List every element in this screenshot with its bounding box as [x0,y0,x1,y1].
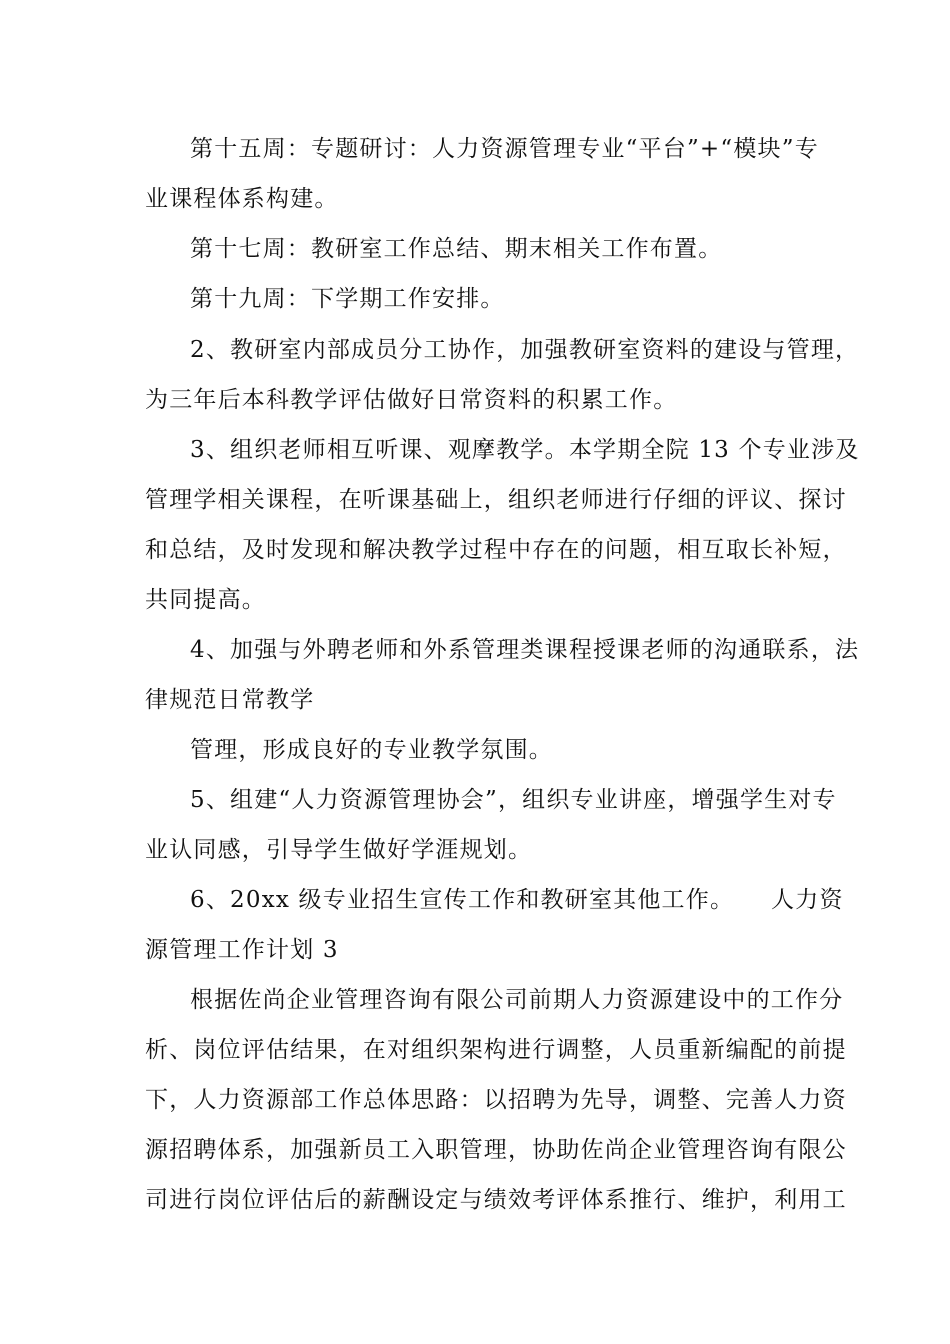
text-line: 共同提高。 [145,587,266,613]
text-line: 5、组建“人力资源管理协会”，组织专业讲座，增强学生对专 [190,787,837,813]
text-line: 和总结，及时发现和解决教学过程中存在的问题，相互取长补短， [145,537,847,563]
text-line: 第十五周：专题研讨：人力资源管理专业“平台”+“模块”专 [190,136,819,162]
text-line: 析、岗位评估结果，在对组织架构进行调整，人员重新编配的前提 [145,1037,847,1063]
text-line: 根据佐尚企业管理咨询有限公司前期人力资源建设中的工作分 [190,987,844,1013]
text-line: 源招聘体系，加强新员工入职管理，协助佐尚企业管理咨询有限公 [145,1137,847,1163]
text-line: 下，人力资源部工作总体思路：以招聘为先导，调整、完善人力资 [145,1087,847,1113]
text-line: 业课程体系构建。 [145,186,339,212]
text-line: 司进行岗位评估后的薪酬设定与绩效考评体系推行、维护，利用工 [145,1187,847,1213]
text-line: 6、20xx 级专业招生宣传工作和教研室其他工作。 人力资 [190,887,844,913]
text-line: 管理学相关课程，在听课基础上，组织老师进行仔细的评议、探讨 [145,487,847,513]
text-line: 源管理工作计划 3 [145,937,339,963]
text-line: 第十七周：教研室工作总结、期末相关工作布置。 [190,236,723,262]
text-line: 业认同感，引导学生做好学涯规划。 [145,837,533,863]
text-line: 律规范日常教学 [145,687,315,713]
text-line: 管理，形成良好的专业教学氛围。 [190,737,553,763]
text-line: 为三年后本科教学评估做好日常资料的积累工作。 [145,387,678,413]
text-line: 2、教研室内部成员分工协作，加强教研室资料的建设与管理， [190,337,860,363]
text-line: 第十九周：下学期工作安排。 [190,286,505,312]
text-line: 3、组织老师相互听课、观摩教学。本学期全院 13 个专业涉及 [190,437,860,463]
text-line: 4、加强与外聘老师和外系管理类课程授课老师的沟通联系，法 [190,637,860,663]
